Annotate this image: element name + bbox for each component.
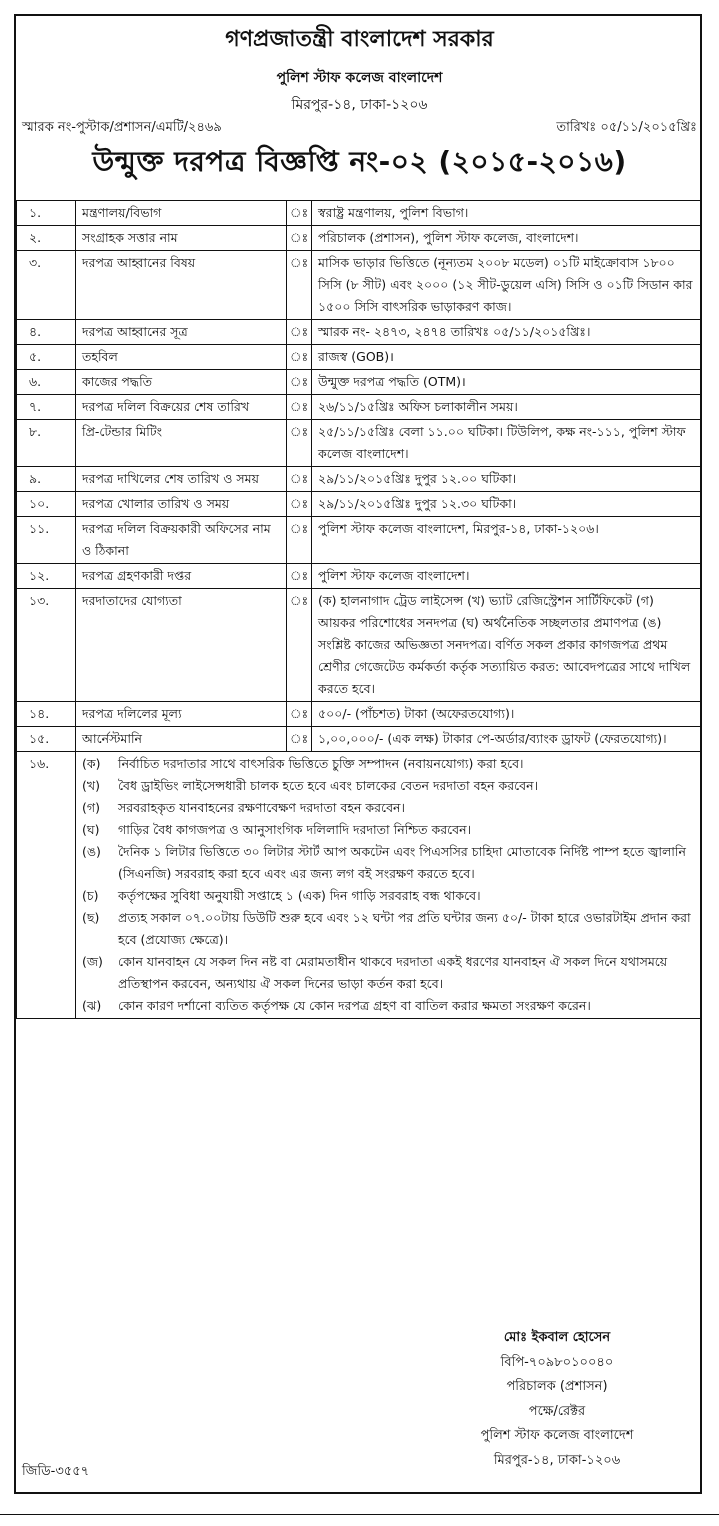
condition-item (82, 797, 695, 819)
row-value: ২৫/১১/১৫খ্রিঃ বেলা ১১.০০ ঘটিকা। টিউলিপ, কক্ষ নং-১১১, পুলিশ স্টাফ কলেজ বাংলাদেশ। (312, 420, 702, 467)
row-separator: ঃ (287, 320, 312, 345)
table-row (17, 564, 702, 589)
row-value: ১,০০,০০০/- (এক লক্ষ) টাকার পে-অর্ডার/ব্যাংক ড্রাফট (ফেরতযোগ্য)। (312, 727, 702, 752)
table-row (17, 251, 702, 320)
signatory-name: মোঃ ইকবাল হোসেন (503, 1330, 611, 1345)
row-number: ১৩. (17, 589, 76, 702)
signatory-office: পুলিশ স্টাফ কলেজ বাংলাদেশ (480, 1428, 634, 1443)
row-separator: ঃ (287, 589, 312, 702)
row-separator: ঃ (287, 345, 312, 370)
table-row-conditions (17, 752, 702, 1019)
row-value: উন্মুক্ত দরপত্র পদ্ধতি (OTM)। (312, 370, 702, 395)
row-separator: ঃ (287, 702, 312, 727)
signatory-on-behalf: পক্ষে/রেক্টর (528, 1403, 586, 1419)
row-label: দরপত্র আহ্বানের বিষয় (76, 251, 287, 320)
condition-key: (ঙ) (82, 844, 101, 859)
condition-item (82, 907, 695, 951)
row-label: দরপত্র দলিলের মূল্য (76, 702, 287, 727)
row-value: ২৬/১১/১৫খ্রিঃ অফিস চলাকালীন সময়। (312, 395, 702, 420)
condition-text: গাড়ির বৈধ কাগজপত্র ও আনুসাংগিক দলিলাদি দরদাতা নিশ্চিত করবেন। (118, 822, 472, 837)
table-row (17, 702, 702, 727)
row-number: ১৪. (17, 702, 76, 727)
condition-text: সরবরাহকৃত যানবাহনের রক্ষণাবেক্ষণ দরদাতা বহন করবেন। (118, 800, 405, 815)
row-value: পুলিশ স্টাফ কলেজ বাংলাদেশ, মিরপুর-১৪, ঢাকা-১২০৬। (312, 517, 702, 564)
row-value: রাজস্ব (GOB)। (312, 345, 702, 370)
row-label: কাজের পদ্ধতি (76, 370, 287, 395)
condition-key: (ছ) (82, 910, 100, 925)
office-address: মিরপুর-১৪, ঢাকা-১২০৬ (291, 97, 428, 113)
row-separator: ঃ (287, 564, 312, 589)
bottom-rule (0, 1514, 719, 1515)
row-label: দরপত্র দাখিলের শেষ তারিখ ও সময় (76, 467, 287, 492)
gd-number: জিডি-৩৫৫৭ (22, 1464, 90, 1479)
table-row (17, 517, 702, 564)
row-label: প্রি-টেন্ডার মিটিং (76, 420, 287, 467)
notice-title: উন্মুক্ত দরপত্র বিজ্ঞপ্তি নং-০২ (২০১৫-২০১৬) (92, 145, 627, 178)
condition-key: (খ) (82, 778, 100, 793)
condition-item (82, 753, 695, 775)
row-value: পুলিশ স্টাফ কলেজ বাংলাদেশ। (312, 564, 702, 589)
row-label: দরপত্র দলিল বিক্রয়ের শেষ তারিখ (76, 395, 287, 420)
row-number: ৪. (17, 320, 76, 345)
condition-item (82, 841, 695, 885)
row-label: আর্নেস্টমানি (76, 727, 287, 752)
condition-text: দৈনিক ১ লিটার ভিত্তিতে ৩০ লিটার স্টার্ট আপ অকটেন এবং পিএসসির চাহিদা মোতাবেক নির্দিষ্ট পাম্প হতে জ্বালানি (সিএনজি) সরবরাহ করা হবে এবং এর জন্য লগ বই সংরক্ষণ করতে হবে। (118, 844, 686, 881)
row-label: মন্ত্রণালয়/বিভাগ (76, 201, 287, 226)
tender-details-table (16, 200, 702, 1019)
notice-date: তারিখঃ ০৫/১১/২০১৫খ্রিঃ (556, 120, 697, 135)
condition-key: (জ) (82, 954, 103, 969)
row-value: (ক) হালনাগাদ ট্রেড লাইসেন্স (খ) ভ্যাট রেজিস্ট্রেশন সার্টিফিকেট (গ) আয়কর পরিশোধের সনদপত্র (ঘ) অর্থনৈতিক সচ্ছলতার প্রমাণপত্র (ঙ) সংশ্লিষ্ট কাজের অভিজ্ঞতা সনদপত্র। বর্ণিত সকল প্রকার কাগজপত্র প্রথম শ্রেণীর গেজেটেড কর্মকর্তা কর্তৃক সত্যায়িত করত: আবেদপত্রের সাথে দাখিল করতে হবে। (312, 589, 702, 702)
row-separator: ঃ (287, 727, 312, 752)
table-row (17, 492, 702, 517)
condition-text: প্রত্যহ সকাল ০৭.০০টায় ডিউটি শুরু হবে এবং ১২ ঘন্টা পর প্রতি ঘন্টার জন্য ৫০/- টাকা হারে ওভারটাইম প্রদান করা হবে (প্রযোজ্য ক্ষেত্রে)। (118, 910, 691, 947)
row-label: দরপত্র গ্রহণকারী দপ্তর (76, 564, 287, 589)
office-name: পুলিশ স্টাফ কলেজ বাংলাদেশ (276, 70, 443, 86)
row-label: দরপত্র খোলার তারিখ ও সময় (76, 492, 287, 517)
row-number: ৯. (17, 467, 76, 492)
row-number: ১. (17, 201, 76, 226)
row-separator: ঃ (287, 370, 312, 395)
row-number: ১১. (17, 517, 76, 564)
table-row (17, 201, 702, 226)
row-value: ৫০০/- (পাঁচশত) টাকা (অফেরতযোগ্য)। (312, 702, 702, 727)
row-separator: ঃ (287, 420, 312, 467)
row-label: দরপত্র আহ্বানের সূত্র (76, 320, 287, 345)
table-row (17, 467, 702, 492)
row-value: ২৯/১১/২০১৫খ্রিঃ দুপুর ১২.০০ ঘটিকা। (312, 467, 702, 492)
row-label: সংগ্রাহক সত্তার নাম (76, 226, 287, 251)
table-row (17, 727, 702, 752)
row-number: ৮. (17, 420, 76, 467)
row-number: ৬. (17, 370, 76, 395)
condition-key: (ঘ) (82, 822, 100, 837)
condition-text: কর্তৃপক্ষের সুবিধা অনুযায়ী সপ্তাহে ১ (এক) দিন গাড়ি সরবরাহ বন্ধ থাকবে। (118, 888, 481, 903)
condition-text: বৈধ ড্রাইভিং লাইসেন্সধারী চালক হতে হবে এবং চালকের বেতন দরদাতা বহন করবেন। (118, 778, 539, 793)
table-row (17, 370, 702, 395)
condition-key: (চ) (82, 888, 99, 903)
condition-item (82, 995, 695, 1017)
conditions-list (76, 752, 702, 1019)
row-separator: ঃ (287, 226, 312, 251)
table-row (17, 320, 702, 345)
row-number: ১০. (17, 492, 76, 517)
government-heading: গণপ্রজাতন্ত্রী বাংলাদেশ সরকার (225, 27, 494, 52)
row-number: ৫. (17, 345, 76, 370)
row-separator: ঃ (287, 517, 312, 564)
table-row (17, 226, 702, 251)
condition-key: (ক) (82, 756, 101, 771)
row-number: ১৬. (17, 752, 76, 1019)
table-row (17, 420, 702, 467)
condition-key: (ঝ) (82, 998, 102, 1013)
row-value: স্বরাষ্ট্র মন্ত্রণালয়, পুলিশ বিভাগ। (312, 201, 702, 226)
row-separator: ঃ (287, 492, 312, 517)
table-row (17, 589, 702, 702)
table-row (17, 345, 702, 370)
row-value: মাসিক ভাড়ার ভিত্তিতে (নূন্যতম ২০০৮ মডেল) ০১টি মাইক্রোবাস ১৮০০ সিসি (৮ সীট) এবং ২০০০ (১২ সীট-ডুয়েল এসি) সিসি ও ০১টি সিডান কার ১৫০০ সিসি বাৎসরিক ভাড়াকরণ কাজ। (312, 251, 702, 320)
row-number: ১২. (17, 564, 76, 589)
signature-block (447, 1326, 667, 1473)
row-separator: ঃ (287, 395, 312, 420)
condition-key: (গ) (82, 800, 100, 815)
row-value: ২৯/১১/২০১৫খ্রিঃ দুপুর ১২.৩০ ঘটিকা। (312, 492, 702, 517)
row-value: স্মারক নং- ২৪৭৩, ২৪৭৪ তারিখঃ ০৫/১১/২০১৫খ্রিঃ। (312, 320, 702, 345)
condition-item (82, 775, 695, 797)
row-separator: ঃ (287, 251, 312, 320)
condition-item (82, 819, 695, 841)
memo-number: স্মারক নং-পুস্টাক/প্রশাসন/এমটি/২৪৬৯ (22, 120, 222, 135)
row-label: দরদাতাদের যোগ্যতা (76, 589, 287, 702)
condition-text: কোন যানবাহন যে সকল দিন নষ্ট বা মেরামতাধীন থাকবে দরদাতা একই ধরণের যানবাহন ঐ সকল দিনে যথাসময়ে প্রতিস্থাপন করবেন, অন্যথায় ঐ সকল দিনের ভাড়া কর্তন করা হবে। (118, 954, 668, 991)
signatory-bp: বিপি-৭০৯৮০১০০৪০ (500, 1354, 614, 1370)
signatory-address: মিরপুর-১৪, ঢাকা-১২০৬ (493, 1452, 621, 1468)
row-label: দরপত্র দলিল বিক্রয়কারী অফিসের নাম ও ঠিকানা (76, 517, 287, 564)
condition-text: নির্বাচিত দরদাতার সাথে বাৎসরিক ভিত্তিতে চুক্তি সম্পাদন (নবায়নযোগ্য) করা হবে। (118, 756, 524, 771)
row-separator: ঃ (287, 201, 312, 226)
row-number: ৭. (17, 395, 76, 420)
row-label: তহবিল (76, 345, 287, 370)
signatory-designation: পরিচালক (প্রশাসন) (506, 1379, 608, 1394)
row-number: ২. (17, 226, 76, 251)
condition-item (82, 951, 695, 995)
condition-item (82, 885, 695, 907)
row-number: ১৫. (17, 727, 76, 752)
row-separator: ঃ (287, 467, 312, 492)
row-number: ৩. (17, 251, 76, 320)
row-value: পরিচালক (প্রশাসন), পুলিশ স্টাফ কলেজ, বাংলাদেশ। (312, 226, 702, 251)
table-row (17, 395, 702, 420)
condition-text: কোন কারণ দর্শানো ব্যতিত কর্তৃপক্ষ যে কোন দরপত্র গ্রহণ বা বাতিল করার ক্ষমতা সংরক্ষণ করেন। (118, 998, 591, 1013)
